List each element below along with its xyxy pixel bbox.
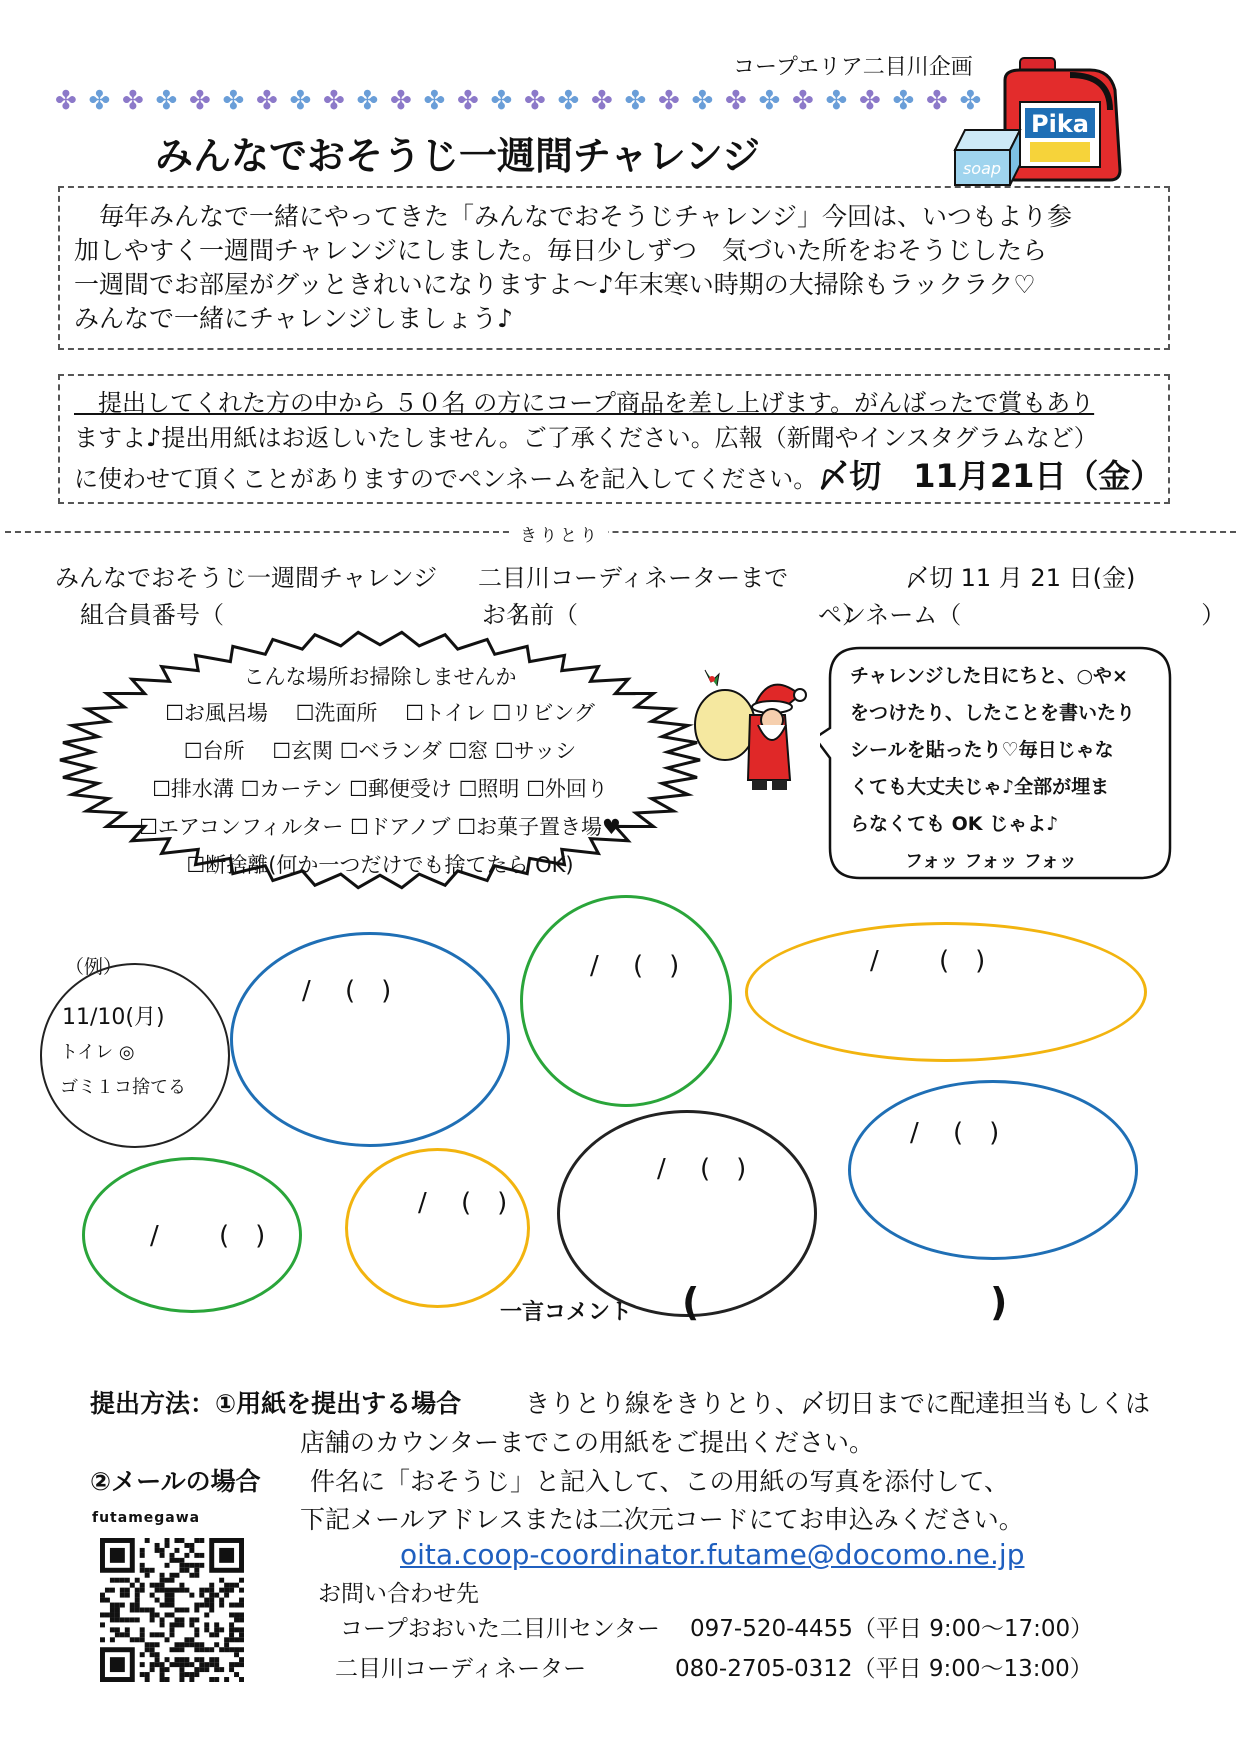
clover-icon: ✤ — [624, 86, 647, 116]
day-slot-5: / ( ) — [657, 1154, 747, 1184]
clover-icon: ✤ — [256, 86, 278, 116]
notice-deadline: 〆切 11月21日（金） — [817, 457, 1163, 495]
clover-icon: ✤ — [189, 86, 211, 116]
notice-line-3 — [74, 456, 1163, 499]
intro-line-4: みんなで一緒にチャレンジしましょう♪ — [74, 304, 513, 333]
day-ellipse-2[interactable] — [520, 895, 732, 1107]
page-title: みんなでおそうじ一週間チャレンジ — [155, 134, 760, 178]
clover-icon: ✤ — [390, 86, 412, 116]
speech-line-4: くても大丈夫じゃ♪全部が埋ま — [850, 776, 1110, 798]
places-row-1[interactable]: ☐お風呂場 ☐洗面所 ☐トイレ ☐リビング — [165, 701, 595, 725]
org-label: コープエリア二目川企画 — [733, 55, 973, 80]
comment-field[interactable] — [710, 1285, 980, 1325]
clover-icon: ✤ — [423, 86, 446, 116]
detergent-brand-text: Pika — [1031, 110, 1089, 138]
example-line-2: ゴミ１コ捨てる — [60, 1077, 186, 1098]
penname-field[interactable]: ペンネーム（ ） — [818, 601, 1226, 629]
clover-icon: ✤ — [691, 86, 714, 116]
comment-close-paren: ) — [990, 1280, 1008, 1324]
submit-method1-text2: 店舗のカウンターまでこの用紙をご提出ください。 — [300, 1428, 875, 1457]
day-ellipse-1[interactable] — [230, 932, 510, 1147]
day-slot-7: / ( ) — [150, 1221, 266, 1251]
contact-tel-1[interactable]: 097-520-4455（平日 9:00～17:00） — [690, 1616, 1094, 1642]
form-title: みんなでおそうじ一週間チャレンジ — [55, 564, 438, 592]
clover-icon: ✤ — [55, 86, 77, 116]
submit-method1-text: きりとり線をきりとり、〆切日までに配達担当もしくは — [525, 1389, 1151, 1418]
places-row-2[interactable]: ☐台所 ☐玄関 ☐ベランダ ☐窓 ☐サッシ — [183, 739, 577, 763]
intro-line-3: 一週間でお部屋がグッときれいになりますよ～♪年末寒い時期の大掃除もラックラク♡ — [74, 270, 1036, 299]
clover-icon: ✤ — [892, 86, 915, 116]
cut-line-label: きりとり — [512, 521, 608, 546]
clover-icon: ✤ — [591, 86, 613, 116]
clover-icon: ✤ — [859, 86, 881, 116]
day-ellipse-6[interactable] — [345, 1148, 530, 1308]
intro-box — [58, 186, 1170, 350]
contact-name-1: コープおおいた二目川センター — [340, 1616, 660, 1642]
clover-icon: ✤ — [289, 86, 312, 116]
submit-method-label: 提出方法：①用紙を提出する場合 — [90, 1389, 462, 1418]
places-row-5[interactable]: ☐断捨離(何か一つだけでも捨てたら OK) — [186, 853, 574, 877]
clover-icon: ✤ — [792, 86, 814, 116]
notice-box — [58, 374, 1170, 504]
member-number-field[interactable]: 組合員番号（ ） — [80, 601, 536, 629]
notice-line-1: 提出してくれた方の中から ５０名 の方にコープ商品を差し上げます。がんばったで賞もあり — [74, 389, 1095, 417]
clover-icon: ✤ — [356, 86, 379, 116]
speech-line-6: フォッ フォッ フォッ — [905, 851, 1077, 872]
soap-box-text: soap — [962, 159, 1002, 178]
places-list — [120, 660, 640, 884]
clover-icon: ✤ — [725, 86, 747, 116]
places-heading: こんな場所お掃除しませんか — [243, 665, 517, 689]
clover-icon: ✤ — [155, 86, 178, 116]
clover-border — [55, 88, 985, 118]
speech-text — [850, 658, 1170, 880]
submit-method2-text: 件名に「おそうじ」と記入して、この用紙の写真を添付して、 — [310, 1467, 1010, 1496]
clover-icon: ✤ — [88, 86, 111, 116]
form-deadline: 〆切 11 月 21 日(金) — [905, 564, 1136, 592]
submit-method2-text2: 下記メールアドレスまたは二次元コードにてお申込みください。 — [300, 1505, 1024, 1534]
qr-code[interactable] — [100, 1538, 244, 1682]
clover-icon: ✤ — [323, 86, 345, 116]
day-ellipse-4[interactable] — [848, 1080, 1138, 1260]
clover-icon: ✤ — [825, 86, 848, 116]
qr-label: futamegawa — [92, 1510, 201, 1526]
speech-line-2: をつけたり、したことを書いたり — [850, 702, 1136, 724]
contact-name-2: 二目川コーディネーター — [335, 1656, 587, 1682]
speech-line-5: らなくても OK じゃよ♪ — [850, 813, 1059, 835]
day-slot-6: / ( ) — [418, 1188, 508, 1218]
clover-icon: ✤ — [926, 86, 948, 116]
notice-line-2 — [74, 421, 1154, 456]
day-slot-3: / ( ) — [870, 946, 986, 976]
comment-label: 一言コメント — [500, 1300, 633, 1325]
name-field[interactable]: お名前（ ） — [482, 601, 866, 629]
contact-tel-2[interactable]: 080-2705-0312（平日 9:00～13:00） — [675, 1656, 1093, 1682]
comment-open-paren: ( — [682, 1280, 700, 1324]
intro-line-2: 加しやすく一週間チャレンジにしました。毎日少しずつ 気づいた所をおそうじしたら — [74, 236, 1048, 265]
santa-illustration — [690, 665, 825, 800]
places-row-3[interactable]: ☐排水溝 ☐カーテン ☐郵便受け ☐照明 ☐外回り — [152, 777, 608, 801]
clover-icon: ✤ — [457, 86, 479, 116]
clover-icon: ✤ — [658, 86, 680, 116]
day-slot-4: / ( ) — [910, 1118, 1000, 1148]
form-recipient: 二目川コーディネーターまで — [478, 564, 789, 592]
example-line-1: トイレ ◎ — [60, 1042, 135, 1063]
clover-icon: ✤ — [959, 86, 982, 116]
day-slot-1: / ( ) — [302, 976, 392, 1006]
submit-method2-label: ②メールの場合 — [90, 1467, 261, 1496]
contact-heading: お問い合わせ先 — [318, 1581, 479, 1607]
intro-line-1: 毎年みんなで一緒にやってきた「みんなでおそうじチャレンジ」今回は、いつもより参 — [74, 202, 1073, 231]
email-link[interactable]: oita.coop-coordinator.futame@docomo.ne.jp — [400, 1538, 1025, 1571]
places-row-4[interactable]: ☐エアコンフィルター ☐ドアノブ ☐お菓子置き場♥ — [139, 815, 621, 839]
day-slot-2: / ( ) — [590, 951, 680, 981]
clover-icon: ✤ — [490, 86, 513, 116]
notice-line-3-text: に使わせて頂くことがありますのでペンネームを記入してください。 — [74, 465, 818, 493]
cut-line — [5, 531, 1236, 533]
speech-line-1: チャレンジした日にちと、○や× — [850, 665, 1128, 687]
notice-line-2-text: ますよ♪提出用紙はお返しいたしません。ご了承ください。広報（新聞やインスタグラムなど） — [74, 424, 1098, 452]
clover-icon: ✤ — [557, 86, 580, 116]
example-date: 11/10(月) — [62, 1005, 165, 1030]
example-label: （例） — [65, 956, 123, 978]
speech-line-3: シールを貼ったり♡毎日じゃな — [850, 739, 1114, 761]
detergent-illustration — [950, 40, 1150, 190]
clover-icon: ✤ — [524, 86, 546, 116]
clover-icon: ✤ — [222, 86, 245, 116]
clover-icon: ✤ — [122, 86, 144, 116]
clover-icon: ✤ — [758, 86, 781, 116]
